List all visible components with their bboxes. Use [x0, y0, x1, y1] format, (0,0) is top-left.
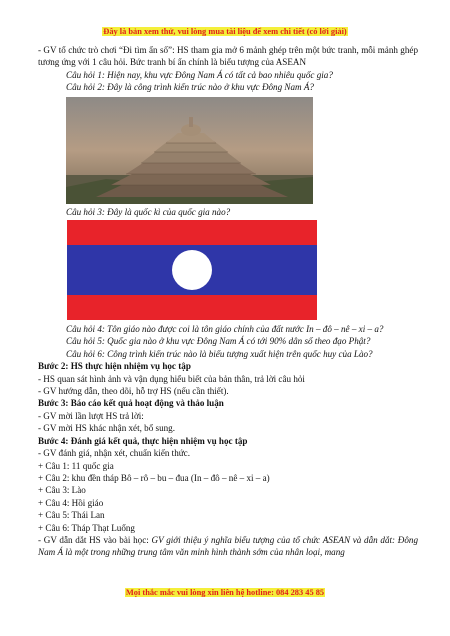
step-4-line-1: - GV đánh giá, nhận xét, chuẩn kiến thức.: [38, 448, 190, 459]
step-2-line-1: - HS quan sát hình ảnh và vận dụng hiểu biết của bản thân, trả lời câu hỏi: [38, 373, 305, 384]
answer-3: + Câu 3: Lào: [38, 485, 86, 496]
question-4: Câu hỏi 4: Tôn giáo nào được coi là tôn giáo chính của đất nước In – đô – nê – xi – a?: [66, 324, 384, 335]
step-2-line-2: - GV hướng dẫn, theo dõi, hỗ trợ HS (nếu cần thiết).: [38, 386, 229, 397]
closing-paragraph: [38, 534, 418, 559]
preview-banner: Đây là bản xem thử, vui lòng mua tài liệu để xem chi tiết (có lời giải): [103, 27, 347, 36]
step-3-line-2: - GV mời HS khác nhận xét, bổ sung.: [38, 423, 175, 434]
step-2-heading: Bước 2: HS thực hiện nhiệm vụ học tập: [38, 361, 191, 372]
closing-italic-text: GV giới thiệu ý nghĩa biểu tượng của tổ chức ASEAN và dẫn dắt: Đông Nam Á là một trong những trung tâm văn minh hình thành sớm của nhân loại, mang: [38, 534, 418, 558]
question-1: Câu hỏi 1: Hiện nay, khu vực Đông Nam Á có tất cả bao nhiêu quốc gia?: [66, 69, 333, 80]
question-3: Câu hỏi 3: Đây là quốc kì của quốc gia nào?: [66, 206, 231, 217]
question-6: Câu hỏi 6: Công trình kiến trúc nào là biểu tượng xuất hiện trên quốc huy của Lào?: [66, 348, 373, 359]
step-3-heading: Bước 3: Báo cáo kết quả hoạt động và thảo luận: [38, 398, 224, 409]
answer-4: + Câu 4: Hồi giáo: [38, 497, 104, 508]
borobudur-temple-image: [66, 97, 313, 204]
flag-white-disc: [172, 250, 212, 290]
answer-1: + Câu 1: 11 quốc gia: [38, 460, 114, 471]
step-3-line-1: - GV mời lần lượt HS trả lời:: [38, 410, 144, 421]
laos-flag-image: [67, 220, 317, 320]
step-4-heading: Bước 4: Đánh giá kết quả, thực hiện nhiệm vụ học tập: [38, 435, 248, 446]
answer-5: + Câu 5: Thái Lan: [38, 510, 105, 521]
question-5: Câu hỏi 5: Quốc gia nào ở khu vực Đông Nam Á có tới 90% dân số theo đạo Phật?: [66, 336, 371, 347]
intro-paragraph: - GV tổ chức trò chơi “Đi tìm ẩn số”: HS tham gia mở 6 mảnh ghép trên một bức tranh, mỗi mảnh ghép tương ứng với 1 câu hỏi. Bức tranh bí ẩn chính là biểu tượng của ASEAN: [38, 45, 418, 68]
question-2: Câu hỏi 2: Đây là công trình kiến trúc nào ở khu vực Đông Nam Á?: [66, 82, 314, 93]
document-body: [38, 44, 418, 559]
closing-plain-text: - GV dẫn dắt HS vào bài học:: [38, 534, 152, 545]
answer-2: + Câu 2: khu đền tháp Bô – rô – bu – đua (In – đô – nê – xi – a): [38, 472, 270, 483]
answer-6: + Câu 6: Tháp Thạt Luổng: [38, 522, 135, 533]
hotline-banner: Mọi thắc mắc vui lòng xin liên hệ hotline: 084 283 45 85: [125, 588, 325, 597]
